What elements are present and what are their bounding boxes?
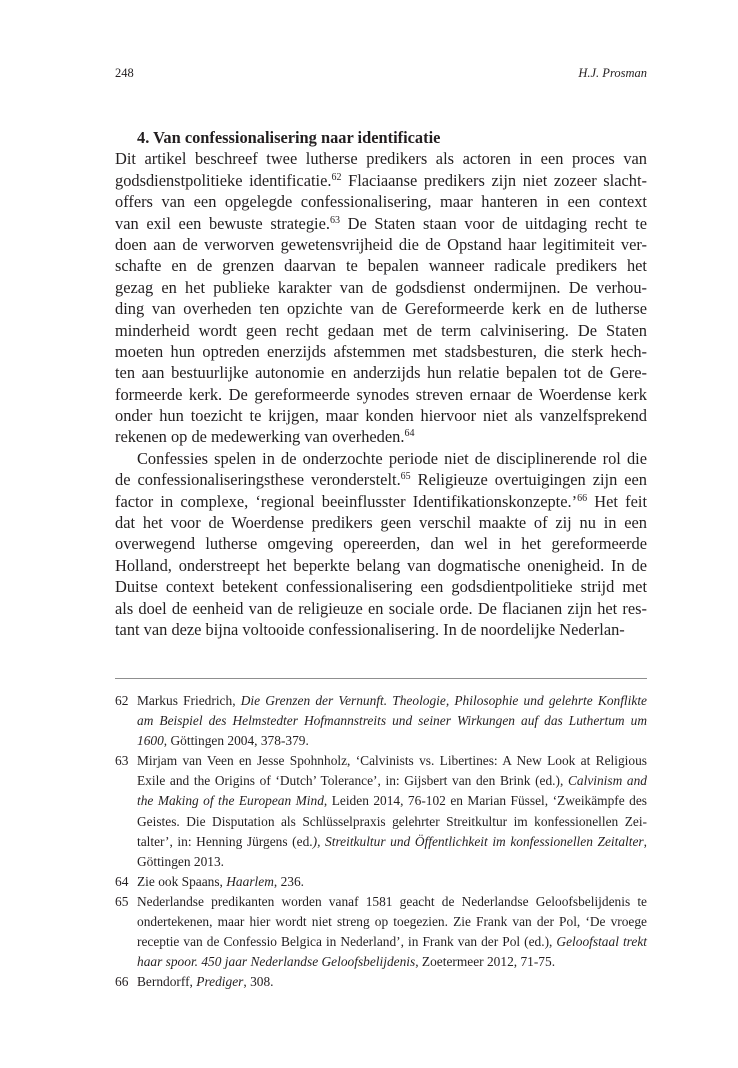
italic-title: Prediger: [196, 974, 244, 990]
text-segment: ding van overheden ten opzichte van de Gereformeerde kerk en de lutherse: [115, 299, 647, 319]
footnote-ref: 66: [577, 492, 588, 504]
footnotes: [115, 691, 647, 992]
text-segment: , 236.: [273, 873, 305, 889]
text-line: [115, 170, 647, 191]
main-text: [115, 127, 647, 640]
footnote-line: [137, 832, 647, 852]
paragraph: [115, 448, 647, 641]
footnote-ref: 62: [331, 171, 342, 183]
text-segment: , 308.: [243, 974, 274, 990]
footnote: [115, 751, 647, 872]
text-segment: Zie ook Spaans,: [137, 873, 227, 889]
footnote-ref: 64: [404, 428, 415, 440]
footnote-number: 65: [115, 893, 129, 909]
footnote-line: [137, 812, 647, 832]
text-segment: Dit artikel beschreef twee lutherse predikers als actoren in een proces van: [115, 149, 647, 169]
text-line: [115, 341, 647, 362]
footnote-number: 64: [115, 873, 129, 889]
text-segment: tant van deze bijna voltooide confessionalisering. In de noordelijke Nederlan-: [115, 619, 625, 639]
italic-title: Calvinism and: [567, 773, 647, 789]
text-segment: doen aan de verworven gewetensvrijheid die de Opstand haar legitimiteit ver-: [115, 234, 647, 254]
footnote-line: [137, 892, 647, 912]
footnote-number: 62: [115, 693, 129, 708]
text-line: [115, 619, 647, 640]
text-line: [115, 448, 647, 469]
footnote-line: [137, 691, 647, 711]
text-line: [115, 598, 647, 619]
text-segment: Religieuze overtuigingen zijn een: [410, 470, 647, 490]
running-head: H.J. Prosman: [578, 66, 647, 80]
text-segment: , Göttingen 2004, 378-379.: [163, 733, 309, 749]
text-segment: factor in complexe, ‘regional beeinflusster Identifikationskonzepte.’: [115, 491, 578, 511]
text-line: [115, 576, 647, 597]
text-segment: de confessionaliseringsthese veronderstelt.: [115, 470, 401, 490]
footnote-ref: 65: [400, 471, 411, 483]
text-segment: van exil een bewuste strategie.: [115, 213, 330, 233]
footnote-line: [137, 952, 647, 972]
italic-title: 1600: [137, 733, 164, 749]
text-line: [115, 255, 647, 276]
italic-title: ), Streitkultur und Öffentlichkeit im konfessionellen Zeitalter: [312, 833, 644, 849]
italic-title: haar spoor. 450 jaar Nederlandse Geloofsbelijdenis: [137, 954, 416, 970]
text-segment: talter’, in: Henning Jürgens (ed.: [137, 833, 313, 849]
text-line: [115, 533, 647, 554]
page-number: 248: [115, 66, 134, 80]
footnote-number: 66: [115, 974, 129, 990]
text-segment: Het feit: [587, 491, 647, 511]
text-segment: offers van een opgelegde confessionalisering, maar hanteren in een context: [115, 192, 647, 212]
text-line: [115, 191, 647, 212]
text-line: [115, 555, 647, 576]
text-segment: , Leiden 2014, 76-102 en Marian Füssel, ‘Zweikämpfe des: [323, 793, 648, 809]
footnote: [115, 872, 647, 892]
text-segment: minderheid wordt geen recht gedaan met de term calvinisering. De Staten: [115, 320, 647, 340]
text-segment: moeten hun optreden enerzijds afstemmen met stadsbesturen, die sterk hech-: [115, 341, 647, 361]
text-segment: Exile and the Origins of ‘Dutch’ Tolerance’, in: Gijsbert van den Brink (ed.),: [137, 773, 568, 789]
footnote: [115, 691, 647, 751]
text-segment: Markus Friedrich: [137, 693, 233, 708]
text-line: [115, 234, 647, 255]
text-line: [115, 148, 647, 169]
footnote-line: [137, 912, 647, 932]
text-segment: Berndorff,: [137, 974, 197, 990]
text-segment: dat het voor de Woerdense predikers geen verschil maakte of zij nu in een: [115, 513, 647, 533]
text-segment: overwegend lutherse omgeving opereerden, dan wel in het gereformeerde: [115, 534, 647, 554]
text-line: [115, 405, 647, 426]
footnote-line: [137, 791, 647, 811]
text-line: [115, 469, 647, 490]
text-segment: receptie van de Confessio Belgica in Nederland’, in Frank van der Pol (ed.),: [137, 934, 557, 950]
text-segment: Flaciaanse predikers zijn niet zozeer slacht-: [341, 170, 647, 190]
footnote-line: [137, 972, 647, 992]
text-line: [115, 384, 647, 405]
footnote-line: [137, 932, 647, 952]
text-segment: als doel de eenheid van de religieuze en sociale orde. De flacianen zijn het res-: [115, 598, 647, 618]
text-line: [115, 426, 647, 447]
paragraph: [115, 148, 647, 447]
footnote-line: [137, 731, 647, 751]
text-line: [115, 320, 647, 341]
text-line: [115, 298, 647, 319]
italic-title: Geloofstaal trekt: [556, 934, 647, 950]
text-segment: schafte en de grenzen daarvan te bepalen wanneer radicale predikers het: [115, 256, 647, 276]
text-line: [115, 491, 647, 512]
italic-title: the Making of the European Mind: [137, 793, 324, 809]
text-segment: Holland, onderstreept het beperkte belang van dogmatische onenigheid. In de: [115, 555, 647, 575]
footnote: [115, 972, 647, 992]
text-segment: Mirjam van Veen en Jesse Spohnholz, ‘Calvinists vs. Libertines: A New Look at Religious: [137, 753, 647, 769]
footnote-ref: 63: [329, 214, 340, 226]
footnote-line: [137, 852, 647, 872]
text-segment: rekenen op de medewerking van overheden.: [115, 427, 405, 447]
italic-title: am Beispiel des Helmstedter Hofmannstreits und seiner Wirkungen auf das Luthertum um: [137, 713, 647, 729]
footnote-line: [137, 771, 647, 791]
text-segment: ,: [232, 693, 241, 708]
footnote-line: [137, 711, 647, 731]
italic-title: Haarlem: [226, 873, 274, 889]
text-segment: godsdienstpolitieke identificatie.: [115, 170, 332, 190]
text-segment: Confessies spelen in de onderzochte periode niet de disciplinerende rol die: [137, 448, 647, 468]
text-line: [115, 512, 647, 533]
text-line: [115, 213, 647, 234]
text-line: [115, 277, 647, 298]
text-segment: ,: [643, 833, 647, 849]
footnote-line: [137, 751, 647, 771]
text-segment: gezag en het publieke karakter van de godsdienst ondermijnen. De verhou-: [115, 277, 647, 297]
text-segment: Göttingen 2013.: [137, 853, 225, 869]
footnote-number: 63: [115, 753, 129, 769]
text-segment: Geistes. Die Disputation als Schlüsselpraxis gelehrter Streitkultur im konfessionellen Zei-: [137, 813, 647, 829]
footnote-line: [137, 872, 647, 892]
italic-title: Die Grenzen der Vernunft. Theologie, Philosophie und gelehrte Konflikte: [240, 693, 647, 708]
text-segment: formeerde kerk. De gereformeerde synodes streven ernaar de Woerdense kerk: [115, 384, 647, 404]
text-line: [115, 362, 647, 383]
text-segment: Nederlandse predikanten worden vanaf 1581 geacht de Nederlandse Geloofsbelijdenis te: [137, 893, 647, 909]
text-segment: , Zoetermeer 2012, 71-75.: [415, 954, 556, 970]
page-header: [115, 63, 647, 83]
text-segment: ondertekenen, maar hier wordt niet streng op toegezien. Zie Frank van der Pol, ‘De vroege: [137, 914, 647, 930]
text-segment: Duitse context betekent confessionalisering een godsdientpolitieke strijd met: [115, 577, 647, 597]
section-heading: 4. Van confessionalisering naar identificatie: [137, 128, 441, 147]
text-segment: De Staten staan voor de uitdaging recht te: [339, 213, 647, 233]
footnote: [115, 892, 647, 972]
text-segment: onder hun toezicht te krijgen, maar konden hiervoor niet als vanzelfsprekend: [115, 406, 647, 426]
text-segment: ten aan bestuurlijke autonomie en anderzijds hun relatie bepalen tot de Gere-: [115, 363, 647, 383]
footnote-rule: [115, 678, 647, 679]
